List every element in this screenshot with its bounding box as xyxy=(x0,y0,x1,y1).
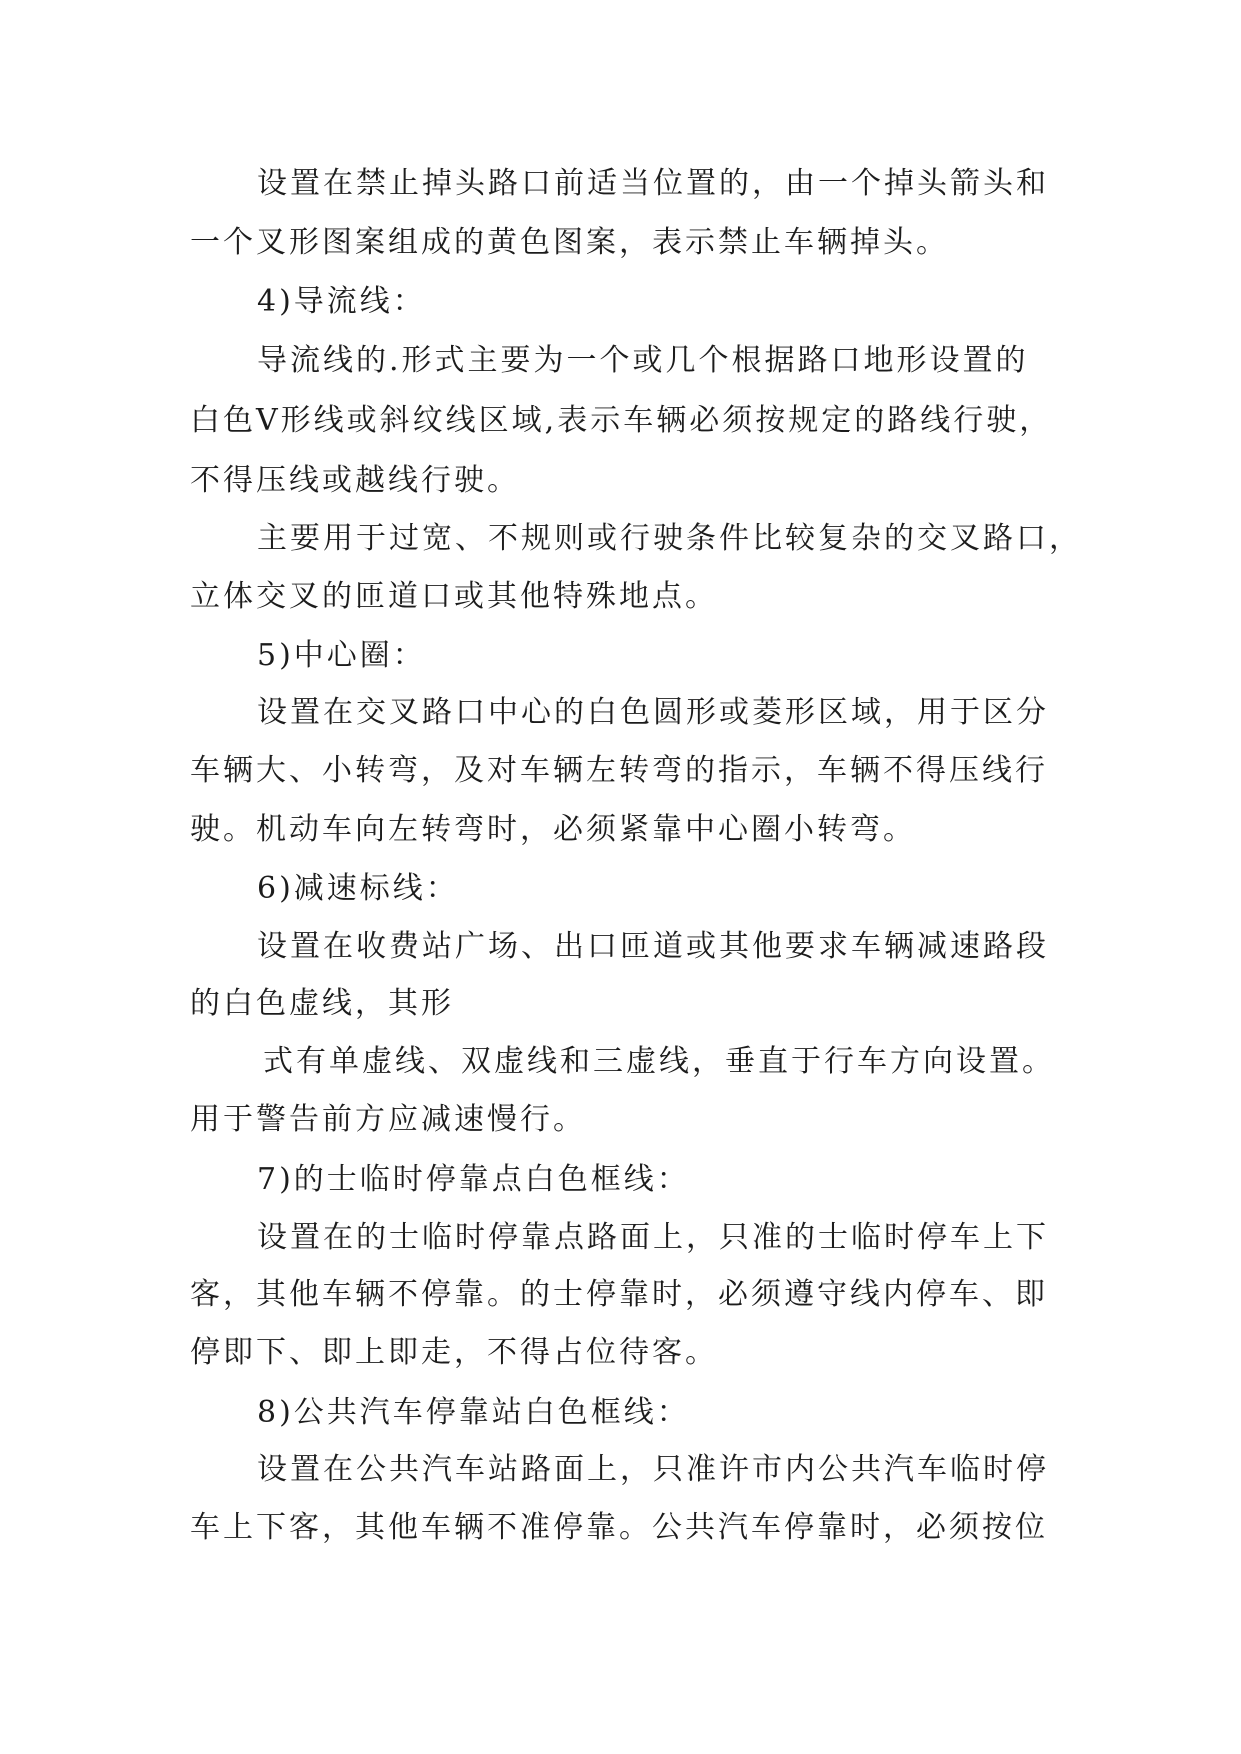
body-text-line: 设置在的士临时停靠点路面上，只准的士临时停车上下 xyxy=(257,1220,1049,1255)
body-text-line: 客，其他车辆不停靠。的士停靠时，必须遵守线内停车、即 xyxy=(190,1277,1048,1312)
body-text-line: 设置在交叉路口中心的白色圆形或菱形区域，用于区分 xyxy=(257,695,1049,730)
body-text-line: 设置在禁止掉头路口前适当位置的，由一个掉头箭头和 xyxy=(257,166,1049,201)
section-heading: 8)公共汽车停靠站白色框线： xyxy=(257,1395,690,1430)
body-text-line: 驶。机动车向左转弯时，必须紧靠中心圈小转弯。 xyxy=(190,812,916,847)
body-text-line: 停即下、即上即走，不得占位待客。 xyxy=(190,1335,718,1370)
body-text-line: 车辆大、小转弯，及对车辆左转弯的指示，车辆不得压线行 xyxy=(190,753,1048,788)
section-heading: 4)导流线： xyxy=(257,284,426,319)
section-heading: 7)的士临时停靠点白色框线： xyxy=(257,1162,690,1197)
body-text-line: 设置在公共汽车站路面上，只准许市内公共汽车临时停 xyxy=(257,1452,1049,1487)
body-text-line: 式有单虚线、双虚线和三虚线，垂直于行车方向设置。 xyxy=(263,1044,1055,1079)
section-heading: 5)中心圈： xyxy=(257,638,426,673)
body-text-line: 主要用于过宽、不规则或行驶条件比较复杂的交叉路口， xyxy=(257,521,1082,556)
body-text-line: 一个叉形图案组成的黄色图案，表示禁止车辆掉头。 xyxy=(190,225,949,260)
body-text-line: 车上下客，其他车辆不准停靠。公共汽车停靠时，必须按位 xyxy=(190,1510,1048,1545)
body-text-line: 导流线的.形式主要为一个或几个根据路口地形设置的 xyxy=(257,343,1029,378)
body-text-line: 立体交叉的匝道口或其他特殊地点。 xyxy=(190,579,718,614)
body-text-line: 白色V形线或斜纹线区域,表示车辆必须按规定的路线行驶， xyxy=(190,403,1053,438)
section-heading: 6)减速标线： xyxy=(257,871,459,906)
body-text-line: 不得压线或越线行驶。 xyxy=(190,463,520,498)
body-text-line: 用于警告前方应减速慢行。 xyxy=(190,1102,586,1137)
body-text-line: 设置在收费站广场、出口匝道或其他要求车辆减速路段 xyxy=(257,929,1049,964)
body-text-line: 的白色虚线，其形 xyxy=(190,986,454,1021)
